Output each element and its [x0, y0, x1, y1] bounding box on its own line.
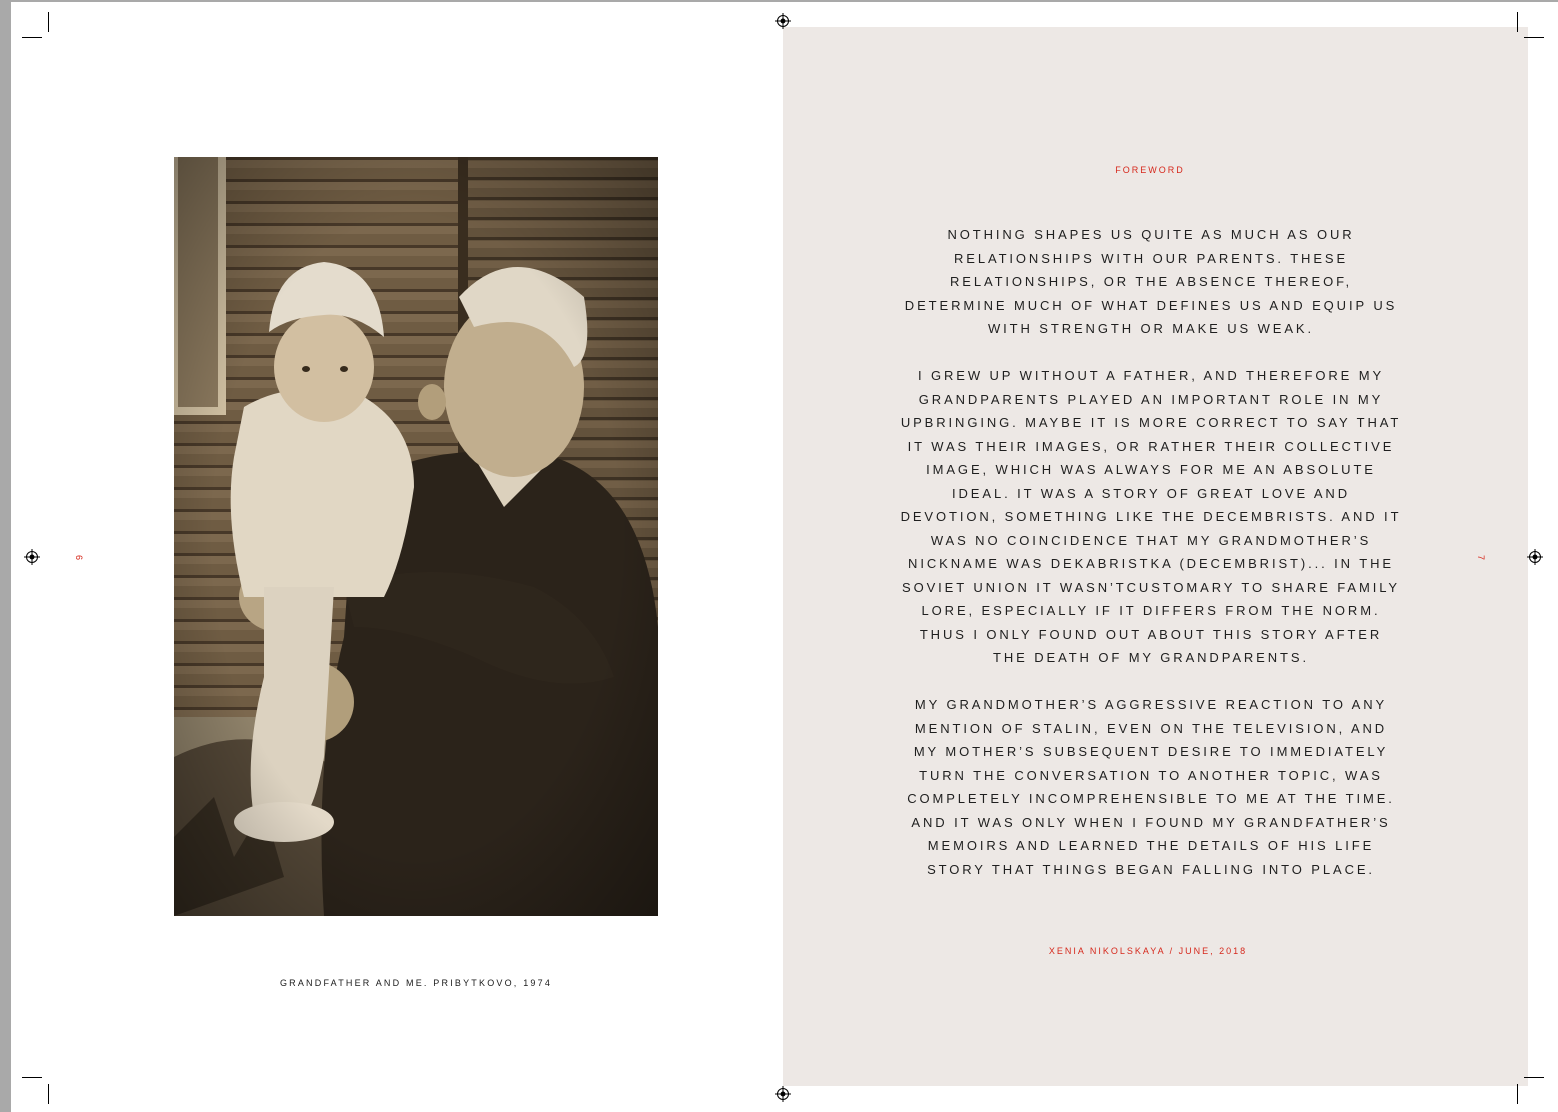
photo-grandfather-and-child [174, 157, 658, 916]
registration-mark-icon [775, 1086, 791, 1102]
registration-mark-icon [775, 13, 791, 29]
paragraph: NOTHING SHAPES US QUITE AS MUCH AS OUR RELATIONSHIPS WITH OUR PARENTS. THESE RELATIONSHIPS, OR THE ABSENCE THEREOF, DETERMINE MUCH OF WHAT DEFINES US AND EQUIP US WITH STRENGTH OR MAKE US WEAK. [904, 227, 1398, 336]
foreword-body [900, 223, 1402, 905]
section-title: FOREWORD [1115, 165, 1185, 175]
page-number-left: 6 [74, 554, 85, 562]
page-number-right: 7 [1476, 554, 1487, 562]
author-signature: XENIA NIKOLSKAYA / JUNE, 2018 [1048, 946, 1248, 956]
registration-mark-icon [1527, 549, 1543, 565]
registration-mark-icon [24, 549, 40, 565]
paragraph: MY GRANDMOTHER’S AGGRESSIVE REACTION TO ANY MENTION OF STALIN, EVEN ON THE TELEVISION, AND MY MOTHER’S SUBSEQUENT DESIRE TO IMMEDIATELY TURN THE CONVERSATION TO ANOTHER TOPIC, WAS COMPLETELY INCOMPREHENSIBLE TO ME AT THE TIME. AND IT WAS ONLY WHEN I FOUND MY GRANDFATHER’S MEMOIRS AND LEARNED THE DETAILS OF HIS LIFE STORY THAT THINGS BEGAN FALLING INTO PLACE. [907, 697, 1395, 877]
photo-caption: GRANDFATHER AND ME. PRIBYTKOVO, 1974 [279, 978, 553, 988]
paragraph: I GREW UP WITHOUT A FATHER, AND THEREFORE MY GRANDPARENTS PLAYED AN IMPORTANT ROLE IN MY UPBRINGING. MAYBE IT IS MORE CORRECT TO SAY THAT IT WAS THEIR IMAGES, OR RATHER THEIR COLLECTIVE IMAGE, WHICH WAS ALWAYS FOR ME AN ABSOLUTE IDEAL. IT WAS A STORY OF GREAT LOVE AND DEVOTION, SOMETHING LIKE THE DECEMBRISTS. AND IT WAS NO COINCIDENCE THAT MY GRANDMOTHER’S NICKNAME WAS DEKABRISTKA (DECEMBRIST)... IN THE SOVIET UNION IT WASN’TCUSTOMARY TO SHARE FAMILY LORE, ESPECIALLY IF IT DIFFERS FROM THE NORM. THUS I ONLY FOUND OUT ABOUT THIS STORY AFTER THE DEATH OF MY GRANDPARENTS. [900, 368, 1402, 665]
photo-image [174, 157, 658, 916]
